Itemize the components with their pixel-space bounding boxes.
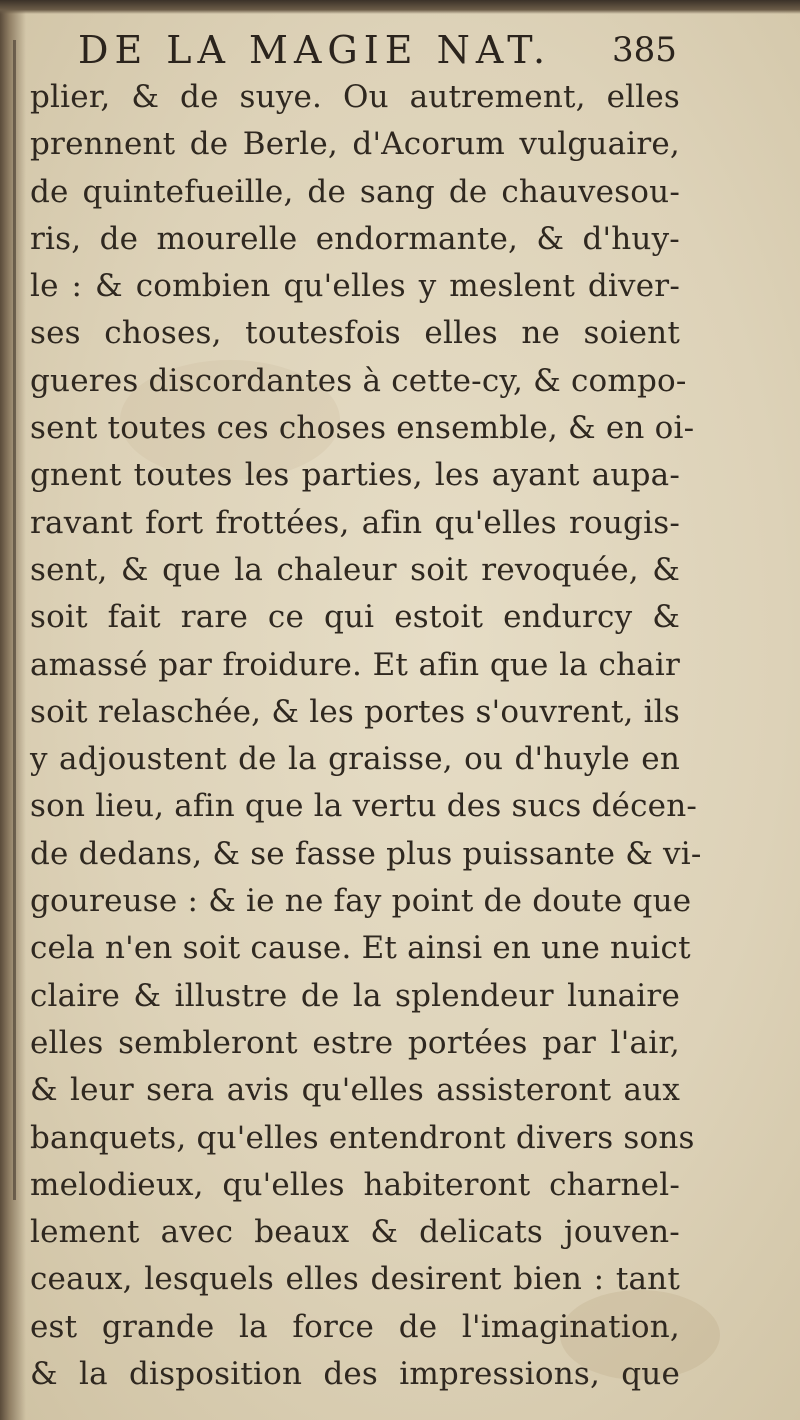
text-line: prennent de Berle, d'Acorum vulguaire, — [30, 126, 680, 163]
text-line: goureuse : & ie ne fay point de doute que — [30, 883, 692, 920]
text-line: de quintefueille, de sang de chauvesou- — [30, 173, 680, 210]
text-line: soit fait rare ce qui estoit endurcy & — [30, 599, 680, 636]
text-line: & la disposition des impressions, que — [30, 1356, 680, 1393]
text-line: est grande la force de l'imagination, — [30, 1308, 680, 1345]
text-line: son lieu, afin que la vertu des sucs décen- — [30, 788, 698, 825]
text-line: cela n'en soit cause. Et ainsi en une nuict — [30, 930, 691, 967]
text-line: banquets, qu'elles entendront divers sons — [30, 1119, 695, 1156]
text-line: plier, & de suye. Ou autrement, elles — [30, 79, 680, 115]
body-text — [30, 74, 702, 1393]
text-line: melodieux, qu'elles habiteront charnel- — [30, 1166, 680, 1203]
text-line: ravant fort frottées, afin qu'elles rougis- — [30, 504, 680, 541]
text-line: le : & combien qu'elles y meslent diver- — [30, 268, 680, 305]
text-line: claire & illustre de la splendeur lunaire — [30, 977, 680, 1014]
text-line: gnent toutes les parties, les ayant aupa- — [30, 457, 680, 494]
text-line: ses choses, toutesfois elles ne soient — [30, 315, 680, 352]
text-line: soit relaschée, & les portes s'ouvrent, ils — [30, 693, 680, 730]
page-top-edge — [0, 0, 800, 14]
text-line: sent toutes ces choses ensemble, & en oi- — [30, 410, 695, 447]
binding-edge — [13, 40, 16, 1200]
text-line: de dedans, & se fasse plus puissante & vi- — [30, 835, 702, 872]
text-line: amassé par froidure. Et afin que la chair — [30, 646, 680, 683]
text-line: y adjoustent de la graisse, ou d'huyle en — [30, 741, 680, 778]
text-line: sent, & que la chaleur soit revoquée, & — [30, 551, 680, 588]
text-line: elles sembleront estre portées par l'air, — [30, 1024, 680, 1061]
running-title: DE LA MAGIE NAT. — [78, 28, 552, 72]
text-line: gueres discordantes à cette-cy, & compo- — [30, 362, 687, 399]
text-line: ris, de mourelle endormante, & d'huy- — [30, 220, 680, 257]
text-line: ceaux, lesquels elles desirent bien : tant — [30, 1261, 680, 1298]
text-line: & leur sera avis qu'elles assisteront aux — [30, 1072, 680, 1109]
text-line: lement avec beaux & delicats jouven- — [30, 1214, 680, 1251]
page-number: 385 — [612, 30, 677, 70]
